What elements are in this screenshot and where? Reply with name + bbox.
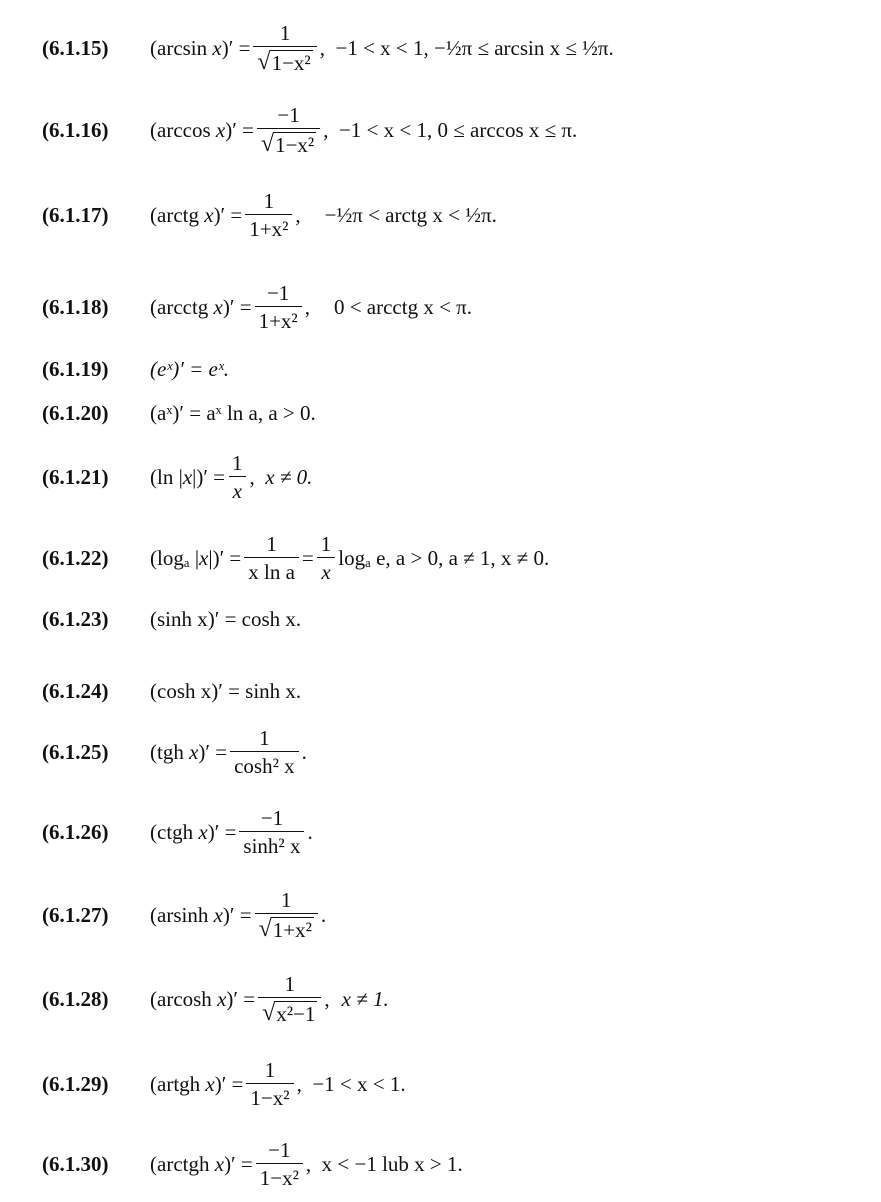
condition: logₐ e, a > 0, a ≠ 1, x ≠ 0. xyxy=(338,545,550,570)
equation-number: (6.1.30) xyxy=(42,1151,109,1176)
denominator: 1−x² xyxy=(246,1083,293,1109)
equation: (arctg x)′ = $\frac{1}{\text{1+x²}}$ , −½π < arctg x < ½π. xyxy=(150,188,497,241)
numerator: 1 xyxy=(266,531,277,556)
function-name: arccos xyxy=(157,117,211,142)
formula-row xyxy=(0,884,881,946)
formula-row xyxy=(0,354,881,384)
denominator: √ x²−1 xyxy=(258,997,321,1025)
equation: (aˣ)′ = aˣ ln a, a > 0. xyxy=(150,400,316,425)
fraction xyxy=(255,282,302,332)
equation: (arctgh x)′ = $\frac{-1}{\text{1−x²}}$ , x < −1 lub x > 1. xyxy=(150,1137,463,1190)
numerator: 1 xyxy=(263,188,275,213)
equation: (arcctg x)′ = $\frac{-1}{\text{1+x²}}$ , 0 < arcctg x < π. xyxy=(150,280,473,333)
formula-row xyxy=(0,186,881,244)
condition: −1 < x < 1. xyxy=(312,1071,406,1096)
denominator: √ 1−x² xyxy=(257,128,320,156)
numerator: 1 xyxy=(264,1057,276,1082)
function-name: ctgh xyxy=(157,819,194,844)
formula-row xyxy=(0,398,881,428)
fraction xyxy=(256,1139,303,1189)
numerator: 1 xyxy=(320,531,332,556)
denominator: 1+x² xyxy=(245,214,292,240)
fraction xyxy=(239,807,304,857)
condition: −1 < x < 1, 0 ≤ arccos x ≤ π. xyxy=(338,117,578,142)
fraction xyxy=(258,973,321,1025)
numerator: −1 xyxy=(277,102,300,127)
denominator: x xyxy=(317,557,334,583)
equation-number: (6.1.25) xyxy=(42,739,109,764)
fraction xyxy=(257,104,320,156)
equation-number: (6.1.19) xyxy=(42,356,109,381)
fraction xyxy=(245,190,292,240)
equals-sign: = xyxy=(301,545,314,570)
formula-row xyxy=(0,604,881,634)
condition: 0 < arcctg x < π. xyxy=(333,294,473,319)
formula-row xyxy=(0,18,881,78)
condition: x ≠ 0. xyxy=(265,464,313,489)
fraction xyxy=(230,727,299,777)
fraction xyxy=(255,889,318,941)
function-name: ln xyxy=(157,464,174,489)
equation-number: (6.1.26) xyxy=(42,819,109,844)
formula-row xyxy=(0,1134,881,1194)
equation: (sinh x)′ = cosh x. xyxy=(150,606,302,631)
denominator: √ 1+x² xyxy=(255,913,318,941)
function-name: logₐ xyxy=(157,545,190,570)
condition: −½π < arctg x < ½π. xyxy=(324,202,497,227)
formula-row xyxy=(0,100,881,160)
condition: x ≠ 1. xyxy=(341,986,389,1011)
numerator: 1 xyxy=(259,725,270,750)
equation-number: (6.1.29) xyxy=(42,1071,109,1096)
denominator: √ 1−x² xyxy=(253,46,316,74)
formula-row xyxy=(0,1054,881,1114)
fraction xyxy=(244,533,299,583)
equation-number: (6.1.23) xyxy=(42,606,109,631)
equation: (eˣ)′ = eˣ. xyxy=(150,356,229,381)
numerator: 1 xyxy=(232,450,243,475)
denominator: cosh² x xyxy=(230,751,299,777)
formula-row xyxy=(0,528,881,588)
numerator: −1 xyxy=(260,805,284,830)
denominator: x ln a xyxy=(244,557,299,583)
denominator: x xyxy=(229,476,246,502)
equation-number: (6.1.27) xyxy=(42,902,109,927)
equation: (arcosh x)′ = 1 √ x²−1 , x ≠ 1. xyxy=(150,971,389,1027)
equation: (ctgh x)′ = $\frac{-1}{\text{sinh² x}}$ . xyxy=(150,805,313,858)
denominator: 1−x² xyxy=(256,1163,303,1189)
equation-number: (6.1.16) xyxy=(42,117,109,142)
condition: x < −1 lub x > 1. xyxy=(321,1151,463,1176)
condition: . xyxy=(301,739,307,764)
formula-row xyxy=(0,968,881,1030)
numerator: 1 xyxy=(279,20,291,45)
equation: (logₐ |x|)′ = $\frac{1}{\text{x ln a}}$ = $\frac{1}{x}$ logₐ e, a > 0, a ≠ 1, x ≠ 0. xyxy=(150,531,550,584)
fraction xyxy=(253,22,316,74)
function-name: artgh xyxy=(157,1071,201,1096)
function-name: arctg xyxy=(157,202,199,227)
numerator: 1 xyxy=(281,887,292,912)
equation-number: (6.1.18) xyxy=(42,294,109,319)
denominator: 1+x² xyxy=(255,306,302,332)
equation-number: (6.1.17) xyxy=(42,202,109,227)
fraction xyxy=(246,1059,293,1109)
numerator: −1 xyxy=(268,1137,291,1162)
formula-row xyxy=(0,802,881,862)
equation-number: (6.1.15) xyxy=(42,35,109,60)
equation: (ln |x|)′ = $\frac{1}{x}$ , x ≠ 0. xyxy=(150,450,313,503)
equation-number: (6.1.22) xyxy=(42,545,109,570)
condition: . xyxy=(320,902,327,927)
condition: . xyxy=(307,819,313,844)
equation: (artgh x)′ = $\frac{1}{\text{1−x²}}$ , −1 < x < 1. xyxy=(150,1057,406,1110)
equation-number: (6.1.28) xyxy=(42,986,109,1011)
denominator: sinh² x xyxy=(239,831,304,857)
function-name: arcosh xyxy=(157,986,212,1011)
numerator: 1 xyxy=(284,971,295,996)
equation: (arcsin x)′ = 1 √ 1−x² , −1 < x < 1, −½π ≤ arcsin x ≤ ½π. xyxy=(150,20,614,76)
fraction xyxy=(317,533,336,583)
formula-row xyxy=(0,448,881,506)
equation-number: (6.1.21) xyxy=(42,464,109,489)
function-name: tgh xyxy=(157,739,184,764)
function-name: arctgh xyxy=(157,1151,210,1176)
function-name: arcctg xyxy=(157,294,209,319)
condition: −1 < x < 1, −½π ≤ arcsin x ≤ ½π. xyxy=(335,35,614,60)
equation-number: (6.1.24) xyxy=(42,678,109,703)
equation: (cosh x)′ = sinh x. xyxy=(150,678,302,703)
fraction xyxy=(228,452,247,502)
formula-row xyxy=(0,278,881,336)
equation-number: (6.1.20) xyxy=(42,400,109,425)
equation: (arccos x)′ = −1 √ 1−x² , −1 < x < 1, 0 ≤ arccos x ≤ π. xyxy=(150,102,578,158)
numerator: −1 xyxy=(266,280,290,305)
equation: (arsinh x)′ = 1 √ 1+x² . xyxy=(150,887,327,943)
function-name: arsinh xyxy=(157,902,209,927)
formula-row xyxy=(0,676,881,706)
function-name: arcsin xyxy=(157,35,208,60)
equation: (tgh x)′ = $\frac{1}{\text{cosh² x}}$ . xyxy=(150,725,307,778)
formula-row xyxy=(0,722,881,782)
